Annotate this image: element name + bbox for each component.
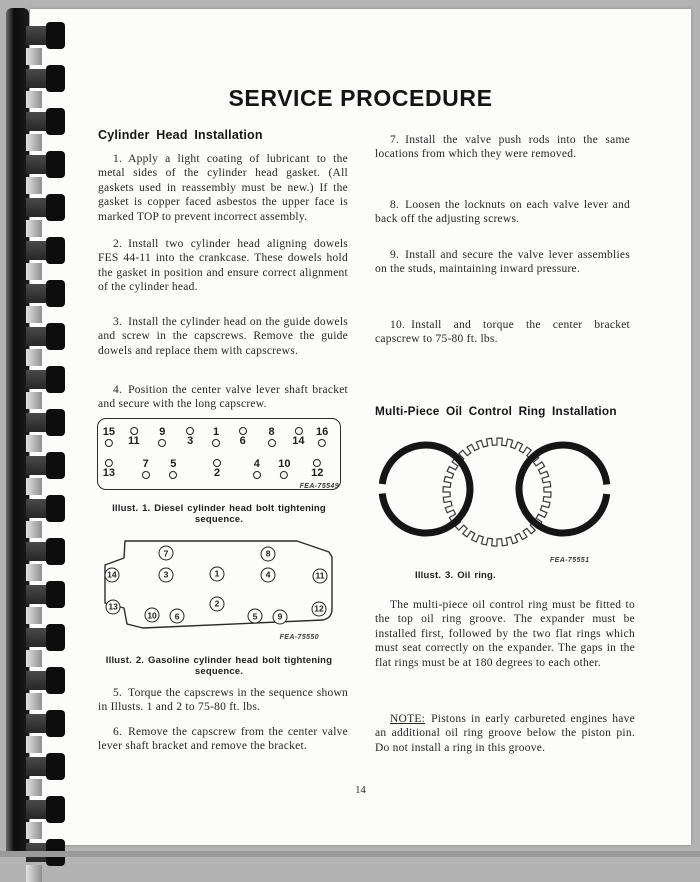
bolt-hole-icon	[318, 439, 326, 447]
page-number: 14	[355, 785, 366, 796]
step-1: 1. Apply a light coating of lubricant to the metal sides of the cylinder head gasket. (All gaskets used in reassembly must be new.) If the gasket is copper faced asbestos the upper face is marked TOP to prevent incorrect assembly.	[98, 153, 348, 223]
circled-bolt-12: 12	[311, 601, 326, 616]
bolt-hole-icon	[313, 459, 321, 467]
bolt-number: 12	[311, 467, 324, 479]
cylinder-head-outline	[97, 538, 345, 632]
step-9: 9. Install and secure the valve lever assemblies on the studs, maintaining inward pressure.	[375, 249, 630, 276]
bolt-number: 5	[170, 458, 177, 470]
section-heading-oil-control-ring: Multi-Piece Oil Control Ring Installation	[375, 404, 617, 418]
circled-bolt-5: 5	[247, 609, 262, 624]
step-3: 3. Install the cylinder head on the guide dowels and screw in the capscrews. Remove the guide dowels and replace them with capscrews.	[98, 316, 348, 357]
step-2: 2. Install two cylinder head aligning dowels FES 44-11 into the crankcase. These dowels hold the gasket in position and ensure correct alignment of the cylinder head.	[98, 238, 348, 294]
bolt-hole-icon	[130, 427, 138, 435]
bolt-hole-icon	[212, 439, 220, 447]
bolt-number: 6	[239, 435, 246, 447]
circled-bolt-1: 1	[210, 566, 225, 581]
step-10: 10. Install and torque the center bracket capscrew to 75-80 ft. lbs.	[375, 319, 630, 346]
photo-bottom-edge	[0, 851, 700, 857]
circled-bolt-14: 14	[104, 567, 119, 582]
bolt-1	[212, 427, 220, 447]
bolt-number: 8	[268, 426, 275, 438]
bolt-hole-icon	[268, 439, 276, 447]
illust2-gasoline-bolt-sequence-diagram	[97, 538, 345, 632]
bolt-3	[186, 427, 194, 447]
note-text: Pistons in early carbureted engines have an additional oil ring groove below the piston pin. Do not install a ring in this groove.	[375, 713, 635, 754]
illust3-figure-ref: FEA-75551	[550, 557, 590, 564]
bolt-number: 16	[315, 426, 329, 438]
bolt-7	[142, 459, 150, 479]
bolt-hole-icon	[105, 439, 113, 447]
circled-bolt-2: 2	[210, 596, 225, 611]
illust1-diesel-bolt-sequence-diagram	[97, 418, 341, 490]
page-title: SERVICE PROCEDURE	[228, 85, 493, 111]
bolt-2	[213, 459, 221, 479]
step-6: 6. Remove the capscrew from the center valve lever shaft bracket and remove the bracket.	[98, 726, 348, 753]
illust3-caption: Illust. 3. Oil ring.	[415, 570, 496, 581]
bolt-11	[128, 427, 140, 447]
bolt-number: 2	[214, 467, 221, 479]
bolt-16	[316, 427, 328, 447]
bolt-hole-icon	[213, 459, 221, 467]
note-paragraph	[375, 712, 635, 755]
binding-ring-edge	[26, 865, 42, 882]
circled-bolt-9: 9	[273, 609, 288, 624]
flat-ring-right	[514, 440, 611, 537]
bolt-hole-icon	[239, 427, 247, 435]
bolt-12	[311, 459, 323, 479]
bolt-number: 15	[102, 426, 115, 438]
step-5: 5. Torque the capscrews in the sequence shown in Illusts. 1 and 2 to 75-80 ft. lbs.	[98, 687, 348, 714]
bolt-15	[103, 427, 115, 447]
illust2-caption: Illust. 2. Gasoline cylinder head bolt tightening sequence.	[105, 655, 333, 677]
bolt-hole-icon	[253, 471, 261, 479]
bolt-hole-icon	[294, 427, 302, 435]
bolt-number: 13	[102, 467, 115, 479]
circled-bolt-13: 13	[106, 599, 121, 614]
bolt-hole-icon	[158, 439, 166, 447]
step-8: 8. Loosen the locknuts on each valve lever and back off the adjusting screws.	[375, 199, 630, 226]
section-heading-cylinder-head-installation: Cylinder Head Installation	[98, 128, 263, 142]
bolt-hole-icon	[280, 471, 288, 479]
bolt-10	[278, 459, 290, 479]
bolt-number: 4	[253, 458, 260, 470]
bolt-hole-icon	[105, 459, 113, 467]
bolt-4	[253, 459, 261, 479]
bolt-number: 7	[142, 458, 149, 470]
circled-bolt-4: 4	[261, 567, 276, 582]
bolt-6	[239, 427, 247, 447]
bolt-number: 11	[127, 435, 140, 447]
circled-bolt-6: 6	[170, 609, 185, 624]
illust1-caption: Illust. 1. Diesel cylinder head bolt tightening sequence.	[112, 503, 326, 525]
illust2-figure-ref: FEA-75550	[279, 634, 319, 641]
step-4: 4. Position the center valve lever shaft bracket and secure with the long capscrew.	[98, 384, 348, 411]
bolt-hole-icon	[169, 471, 177, 479]
binding-spine	[6, 8, 29, 857]
illust3-oil-ring-diagram	[375, 430, 625, 562]
bolt-14	[292, 427, 304, 447]
bolt-number: 3	[187, 435, 194, 447]
bolt-hole-icon	[142, 471, 150, 479]
note-label: NOTE:	[390, 713, 426, 725]
circled-bolt-7: 7	[158, 546, 173, 561]
step-7: 7. Install the valve push rods into the same locations from which they were removed.	[375, 134, 630, 161]
bolt-hole-icon	[186, 427, 194, 435]
oil-ring-paragraph: The multi-piece oil control ring must be fitted to the top oil ring groove. The expander must be installed first, followed by the two flat rings which must seat correctly on the expander. The gaps in the flat rings must be at 180 degrees to each other.	[375, 599, 635, 669]
bolt-number: 1	[213, 426, 220, 438]
circled-bolt-8: 8	[261, 546, 276, 561]
bolt-5	[169, 459, 177, 479]
manual-page	[30, 9, 691, 845]
bolt-number: 14	[292, 435, 305, 447]
illust1-figure-ref: FEA-75549	[299, 483, 339, 490]
bolt-number: 10	[278, 458, 291, 470]
bolt-number: 9	[159, 426, 166, 438]
bolt-8	[268, 427, 276, 447]
circled-bolt-11: 11	[312, 568, 327, 583]
circled-bolt-10: 10	[145, 608, 160, 623]
circled-bolt-3: 3	[158, 567, 173, 582]
bolt-13	[103, 459, 115, 479]
bolt-9	[158, 427, 166, 447]
